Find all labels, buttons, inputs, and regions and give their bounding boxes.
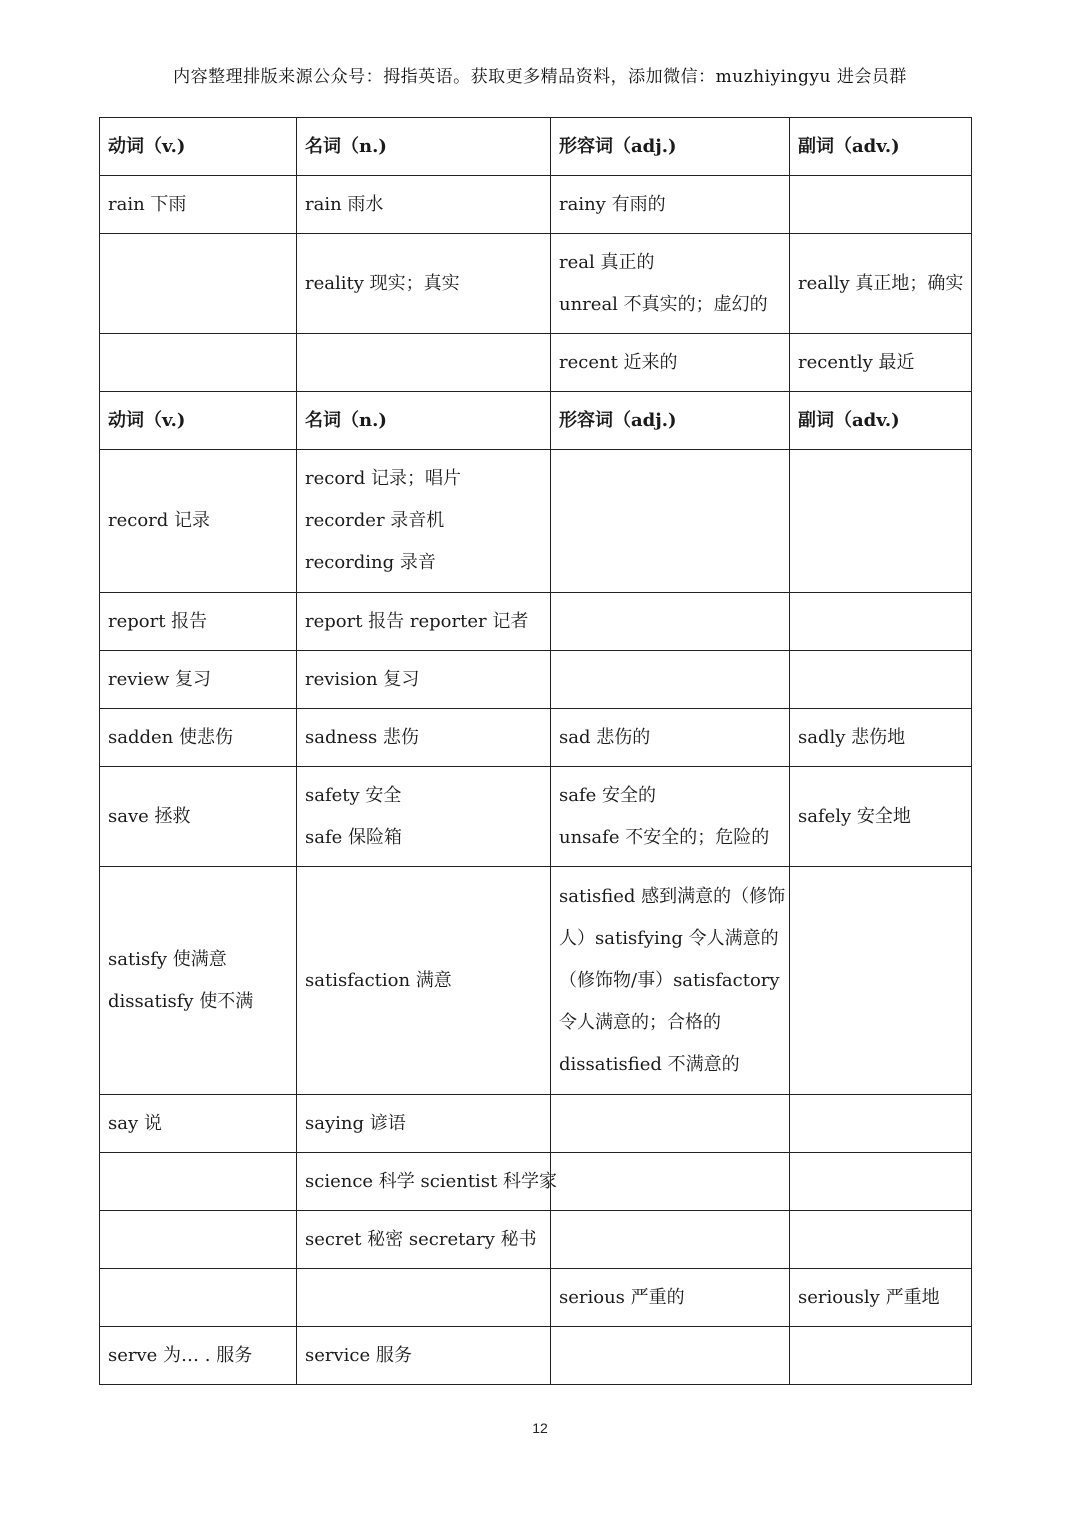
adjective-cell — [551, 450, 790, 593]
table-row — [100, 334, 972, 392]
cell-text: satisfaction 满意 — [305, 969, 452, 991]
noun-cell — [297, 176, 551, 234]
cell-text: report 报告 — [108, 610, 208, 632]
column-header — [551, 392, 790, 450]
adverb-cell — [790, 651, 972, 709]
verb-cell — [100, 450, 297, 593]
vocabulary-table — [99, 117, 972, 1385]
column-header-adverb: 副词（adv.) — [790, 118, 972, 176]
adjective-cell — [551, 767, 790, 867]
noun-cell — [297, 1211, 551, 1269]
cell-text: 动词（v.) — [108, 409, 186, 431]
adjective-cell — [551, 1211, 790, 1269]
verb-cell — [100, 176, 297, 234]
noun-cell — [297, 1153, 557, 1211]
adverb-cell — [790, 334, 972, 392]
table-row — [100, 1211, 972, 1269]
verb-cell — [100, 334, 297, 392]
adverb-cell — [790, 1327, 972, 1385]
cell-text: sad 悲伤的 — [559, 726, 651, 748]
table-row — [100, 867, 972, 1095]
adjective-cell — [551, 176, 790, 234]
noun-cell — [297, 334, 551, 392]
verb-cell — [100, 867, 297, 1095]
adjective-cell — [551, 334, 790, 392]
verb-cell — [100, 1211, 297, 1269]
cell-text: （修饰物/事）satisfactory — [559, 969, 780, 991]
adjective-cell — [551, 1269, 790, 1327]
cell-text: saying 谚语 — [305, 1112, 406, 1134]
adjective-cell — [551, 709, 790, 767]
cell-text: safety 安全 — [305, 784, 402, 806]
table-row — [100, 1269, 972, 1327]
cell-text: science 科学 scientist 科学家 — [305, 1170, 557, 1192]
adverb-cell — [790, 176, 972, 234]
adverb-cell — [790, 234, 972, 334]
noun-cell — [297, 709, 551, 767]
cell-text: revision 复习 — [305, 668, 420, 690]
adverb-cell — [790, 450, 972, 593]
adjective-cell — [551, 1095, 790, 1153]
cell-text: say 说 — [108, 1112, 162, 1134]
adjective-cell — [551, 593, 790, 651]
verb-cell — [100, 651, 297, 709]
cell-text: unreal 不真实的；虚幻的 — [559, 293, 768, 315]
cell-text: recorder 录音机 — [305, 510, 445, 531]
table-row — [100, 709, 972, 767]
cell-text: rain 下雨 — [108, 193, 187, 215]
verb-cell — [100, 1327, 297, 1385]
cell-text: record 记录 — [108, 510, 211, 531]
cell-text: unsafe 不安全的；危险的 — [559, 826, 770, 848]
table-row — [100, 651, 972, 709]
cell-text: serve 为… . 服务 — [108, 1344, 253, 1366]
adverb-cell — [790, 709, 972, 767]
noun-cell — [297, 1327, 551, 1385]
verb-cell — [100, 1269, 297, 1327]
table-row — [100, 593, 972, 651]
cell-text: record 记录；唱片 — [305, 468, 462, 489]
cell-text: safely 安全地 — [798, 805, 911, 827]
table-row — [100, 450, 972, 593]
column-header — [297, 392, 551, 450]
table-row — [100, 234, 972, 334]
cell-text: sadness 悲伤 — [305, 726, 419, 748]
adverb-cell — [790, 1095, 972, 1153]
noun-cell — [297, 1095, 551, 1153]
cell-text: recording 录音 — [305, 552, 436, 573]
cell-text: safe 安全的 — [559, 784, 657, 806]
adjective-cell — [551, 867, 790, 1095]
cell-text: seriously 严重地 — [798, 1286, 940, 1308]
page-header: 内容整理排版来源公众号：拇指英语。获取更多精品资料，添加微信：muzhiyingyu 进会员群 — [173, 67, 907, 87]
cell-text: real 真正的 — [559, 251, 655, 273]
cell-text: recent 近来的 — [559, 351, 678, 373]
cell-text: recently 最近 — [798, 351, 915, 373]
cell-text: report 报告 reporter 记者 — [305, 610, 529, 632]
noun-cell — [297, 867, 551, 1095]
adjective-cell — [551, 1327, 790, 1385]
adverb-cell — [790, 767, 972, 867]
table-header-row — [100, 118, 972, 176]
table-row — [100, 767, 972, 867]
adjective-cell — [551, 651, 790, 709]
cell-text: 名词（n.) — [305, 409, 387, 431]
verb-cell — [100, 1153, 297, 1211]
table-row — [100, 176, 972, 234]
table-body — [100, 176, 972, 1385]
cell-text: 形容词（adj.) — [559, 409, 677, 431]
adverb-cell — [790, 867, 972, 1095]
cell-text: dissatisfy 使不满 — [108, 990, 254, 1012]
noun-cell — [297, 450, 551, 593]
adverb-cell — [790, 1153, 972, 1211]
cell-text: 副词（adv.) — [798, 409, 900, 431]
column-header — [790, 392, 972, 450]
cell-text: rain 雨水 — [305, 193, 384, 215]
adverb-cell — [790, 593, 972, 651]
adjective-cell — [551, 234, 790, 334]
cell-text: rainy 有雨的 — [559, 193, 666, 215]
verb-cell — [100, 767, 297, 867]
cell-text: service 服务 — [305, 1344, 412, 1366]
column-header-noun: 名词（n.) — [297, 118, 551, 176]
cell-text: 人）satisfying 令人满意的 — [559, 927, 779, 949]
cell-text: secret 秘密 secretary 秘书 — [305, 1228, 537, 1250]
column-header-verb: 动词（v.) — [100, 118, 297, 176]
noun-cell — [297, 767, 551, 867]
adverb-cell — [790, 1211, 972, 1269]
cell-text: sadden 使悲伤 — [108, 726, 233, 748]
cell-text: really 真正地；确实 — [798, 272, 964, 294]
cell-text: 令人满意的；合格的 — [559, 1011, 721, 1033]
table-row — [100, 1327, 972, 1385]
noun-cell — [297, 1269, 551, 1327]
table-header-row — [100, 392, 972, 450]
cell-text: satisfy 使满意 — [108, 948, 227, 970]
adjective-cell — [551, 1153, 790, 1211]
cell-text: satisfied 感到满意的（修饰 — [559, 885, 786, 907]
adverb-cell — [790, 1269, 972, 1327]
cell-text: sadly 悲伤地 — [798, 726, 906, 748]
cell-text: reality 现实；真实 — [305, 272, 460, 294]
table-row — [100, 1153, 972, 1211]
noun-cell — [297, 234, 551, 334]
table-row — [100, 1095, 972, 1153]
verb-cell — [100, 593, 297, 651]
cell-text: save 拯救 — [108, 805, 191, 827]
verb-cell — [100, 234, 297, 334]
cell-text: serious 严重的 — [559, 1286, 685, 1308]
page-number: 12 — [532, 1420, 548, 1436]
noun-cell — [297, 593, 551, 651]
verb-cell — [100, 1095, 297, 1153]
verb-cell — [100, 709, 297, 767]
column-header-adjective: 形容词（adj.) — [551, 118, 790, 176]
noun-cell — [297, 651, 551, 709]
column-header — [100, 392, 297, 450]
cell-text: dissatisfied 不满意的 — [559, 1053, 740, 1075]
cell-text: safe 保险箱 — [305, 826, 403, 848]
cell-text: review 复习 — [108, 668, 211, 690]
